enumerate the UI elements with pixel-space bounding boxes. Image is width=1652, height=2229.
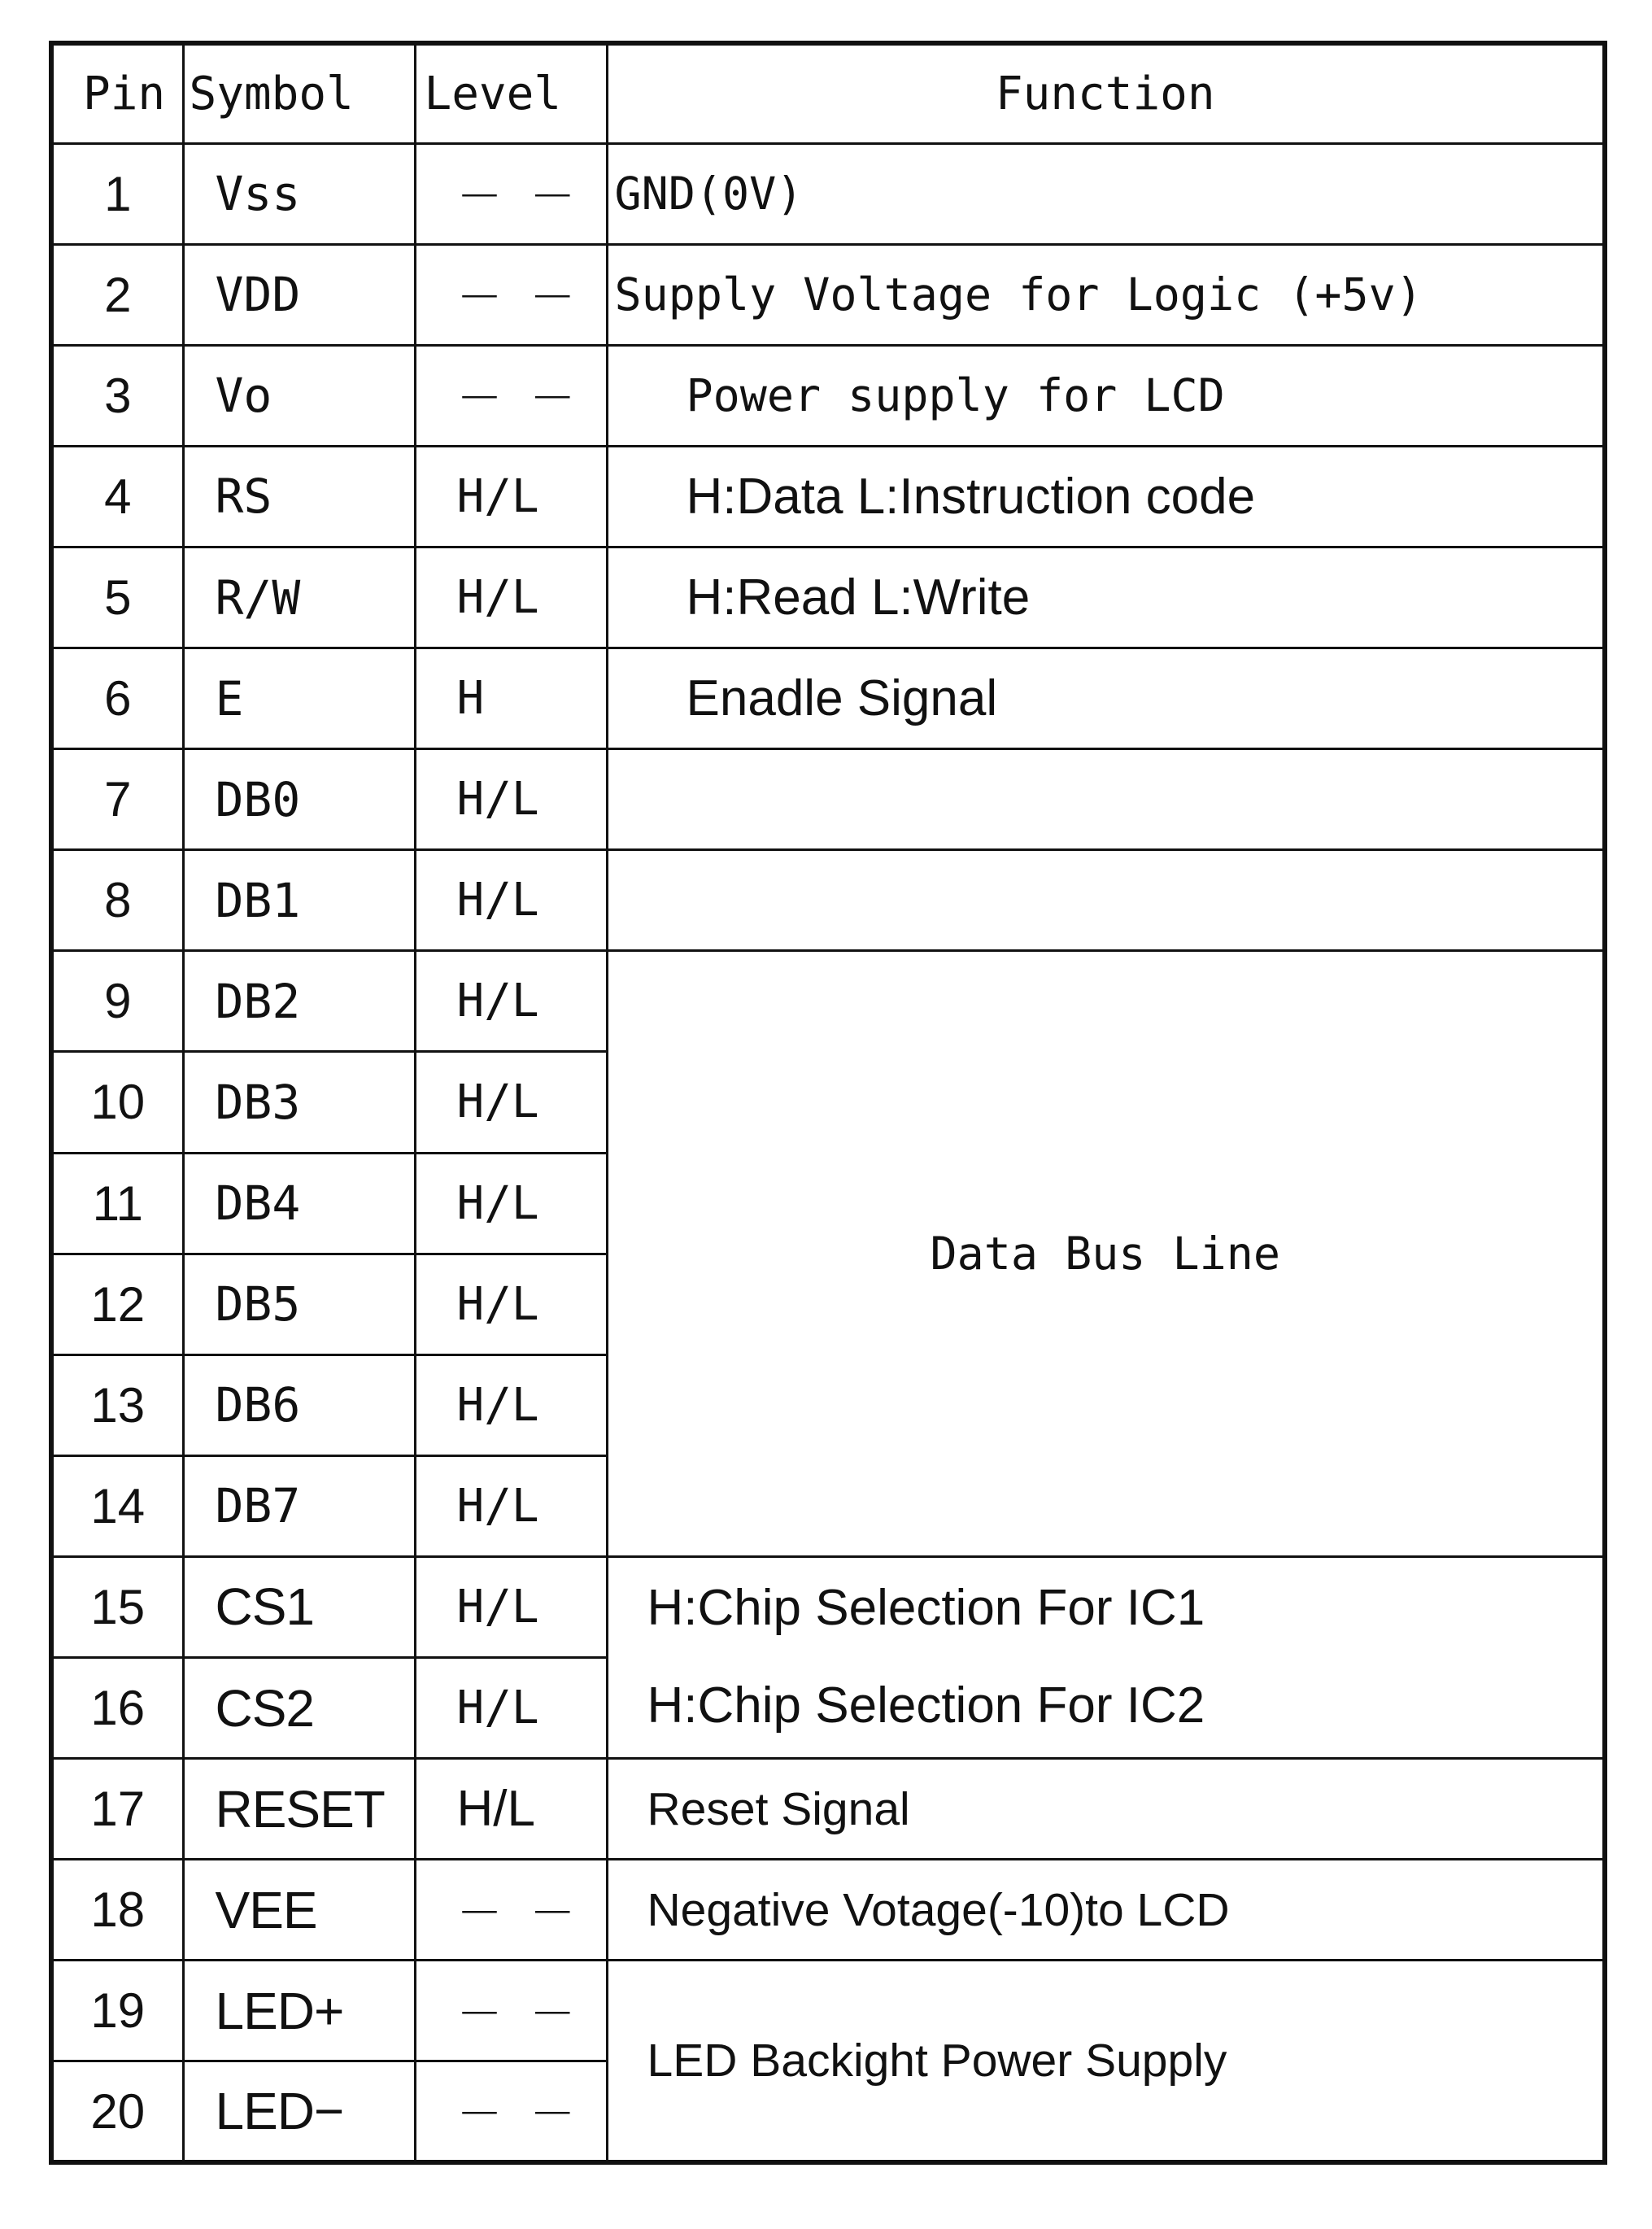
pin-symbol: VDD [183,244,415,345]
led-function: LED Backight Power Supply [607,1961,1605,2162]
pin-number: 2 [51,244,183,345]
table-row [51,547,1605,648]
table-row [51,446,1605,547]
pin-number: 15 [51,1556,183,1657]
pin-function: Power supply for LCD [607,345,1605,446]
pin-number: 13 [51,1354,183,1455]
pin-function: GND(0V) [607,143,1605,244]
pin-symbol: Vss [183,143,415,244]
pin-number: 14 [51,1455,183,1556]
pin-level: H/L [415,1556,607,1657]
pin-symbol: RS [183,446,415,547]
pin-number: 11 [51,1153,183,1254]
pin-function [607,749,1605,850]
header-level: Level [415,43,607,143]
pin-number: 9 [51,951,183,1052]
pin-symbol: DB6 [183,1354,415,1455]
pin-function [607,850,1605,951]
table-row [51,749,1605,850]
pin-symbol: E [183,648,415,749]
pin-number: 7 [51,749,183,850]
pin-assignment-table [49,41,1607,2165]
pin-level: H/L [415,1254,607,1354]
pin-level: H/L [415,547,607,648]
pin-symbol: CS2 [183,1657,415,1758]
pin-level: H/L [415,1052,607,1153]
pin-symbol: R/W [183,547,415,648]
pin-symbol: Vo [183,345,415,446]
header-function: Function [607,43,1605,143]
pin-symbol: DB2 [183,951,415,1052]
header-row [51,43,1605,143]
pin-level: H [415,648,607,749]
data-bus-function: Data Bus Line [607,951,1605,1557]
pin-number: 4 [51,446,183,547]
pin-level: － － [415,345,607,446]
pin-level: － － [415,244,607,345]
pin-symbol: DB3 [183,1052,415,1153]
pin-level: － － [415,2061,607,2162]
pin-level: H/L [415,1657,607,1758]
pin-level: H/L [415,1759,607,1860]
pin-symbol: DB5 [183,1254,415,1354]
table-row [51,345,1605,446]
pin-level: H/L [415,446,607,547]
pin-symbol: LED− [183,2061,415,2162]
pin-level: － － [415,1961,607,2061]
pin-symbol: DB0 [183,749,415,850]
table-row [51,244,1605,345]
pin-function: Enadle Signal [607,648,1605,749]
table-row [51,1556,1605,1657]
pin-number: 1 [51,143,183,244]
pin-number: 3 [51,345,183,446]
pin-level: H/L [415,951,607,1052]
pin-symbol: DB4 [183,1153,415,1254]
pin-function: Reset Signal [607,1759,1605,1860]
table-row [51,143,1605,244]
table-row [51,850,1605,951]
pin-number: 12 [51,1254,183,1354]
chip-select-function [607,1556,1605,1758]
pin-symbol: VEE [183,1860,415,1961]
pin-symbol: RESET [183,1759,415,1860]
table-row [51,951,1605,1052]
pin-number: 5 [51,547,183,648]
pin-number: 20 [51,2061,183,2162]
pin-number: 8 [51,850,183,951]
pin-number: 18 [51,1860,183,1961]
pin-number: 10 [51,1052,183,1153]
pin-level: H/L [415,749,607,850]
pin-level: H/L [415,1455,607,1556]
pin-symbol: DB7 [183,1455,415,1556]
pin-function: H:Data L:Instruction code [607,446,1605,547]
pin-function: Supply Voltage for Logic (+5v) [607,244,1605,345]
pin-level: － － [415,143,607,244]
table-row [51,1961,1605,2061]
pin-level: H/L [415,1153,607,1254]
cs2-function: H:Chip Selection For IC2 [647,1677,1205,1734]
pin-symbol: CS1 [183,1556,415,1657]
pin-number: 6 [51,648,183,749]
pin-function: Negative Votage(-10)to LCD [607,1860,1605,1961]
header-pin: Pin [51,43,183,143]
pin-level: H/L [415,1354,607,1455]
table-row [51,1860,1605,1961]
pin-number: 17 [51,1759,183,1860]
pin-level: － － [415,1860,607,1961]
table-row [51,1759,1605,1860]
pin-number: 19 [51,1961,183,2061]
header-symbol: Symbol [183,43,415,143]
pin-symbol: LED+ [183,1961,415,2061]
pin-function: H:Read L:Write [607,547,1605,648]
table-row [51,648,1605,749]
cs1-function: H:Chip Selection For IC1 [647,1580,1205,1637]
pin-level: H/L [415,850,607,951]
pin-symbol: DB1 [183,850,415,951]
pin-number: 16 [51,1657,183,1758]
